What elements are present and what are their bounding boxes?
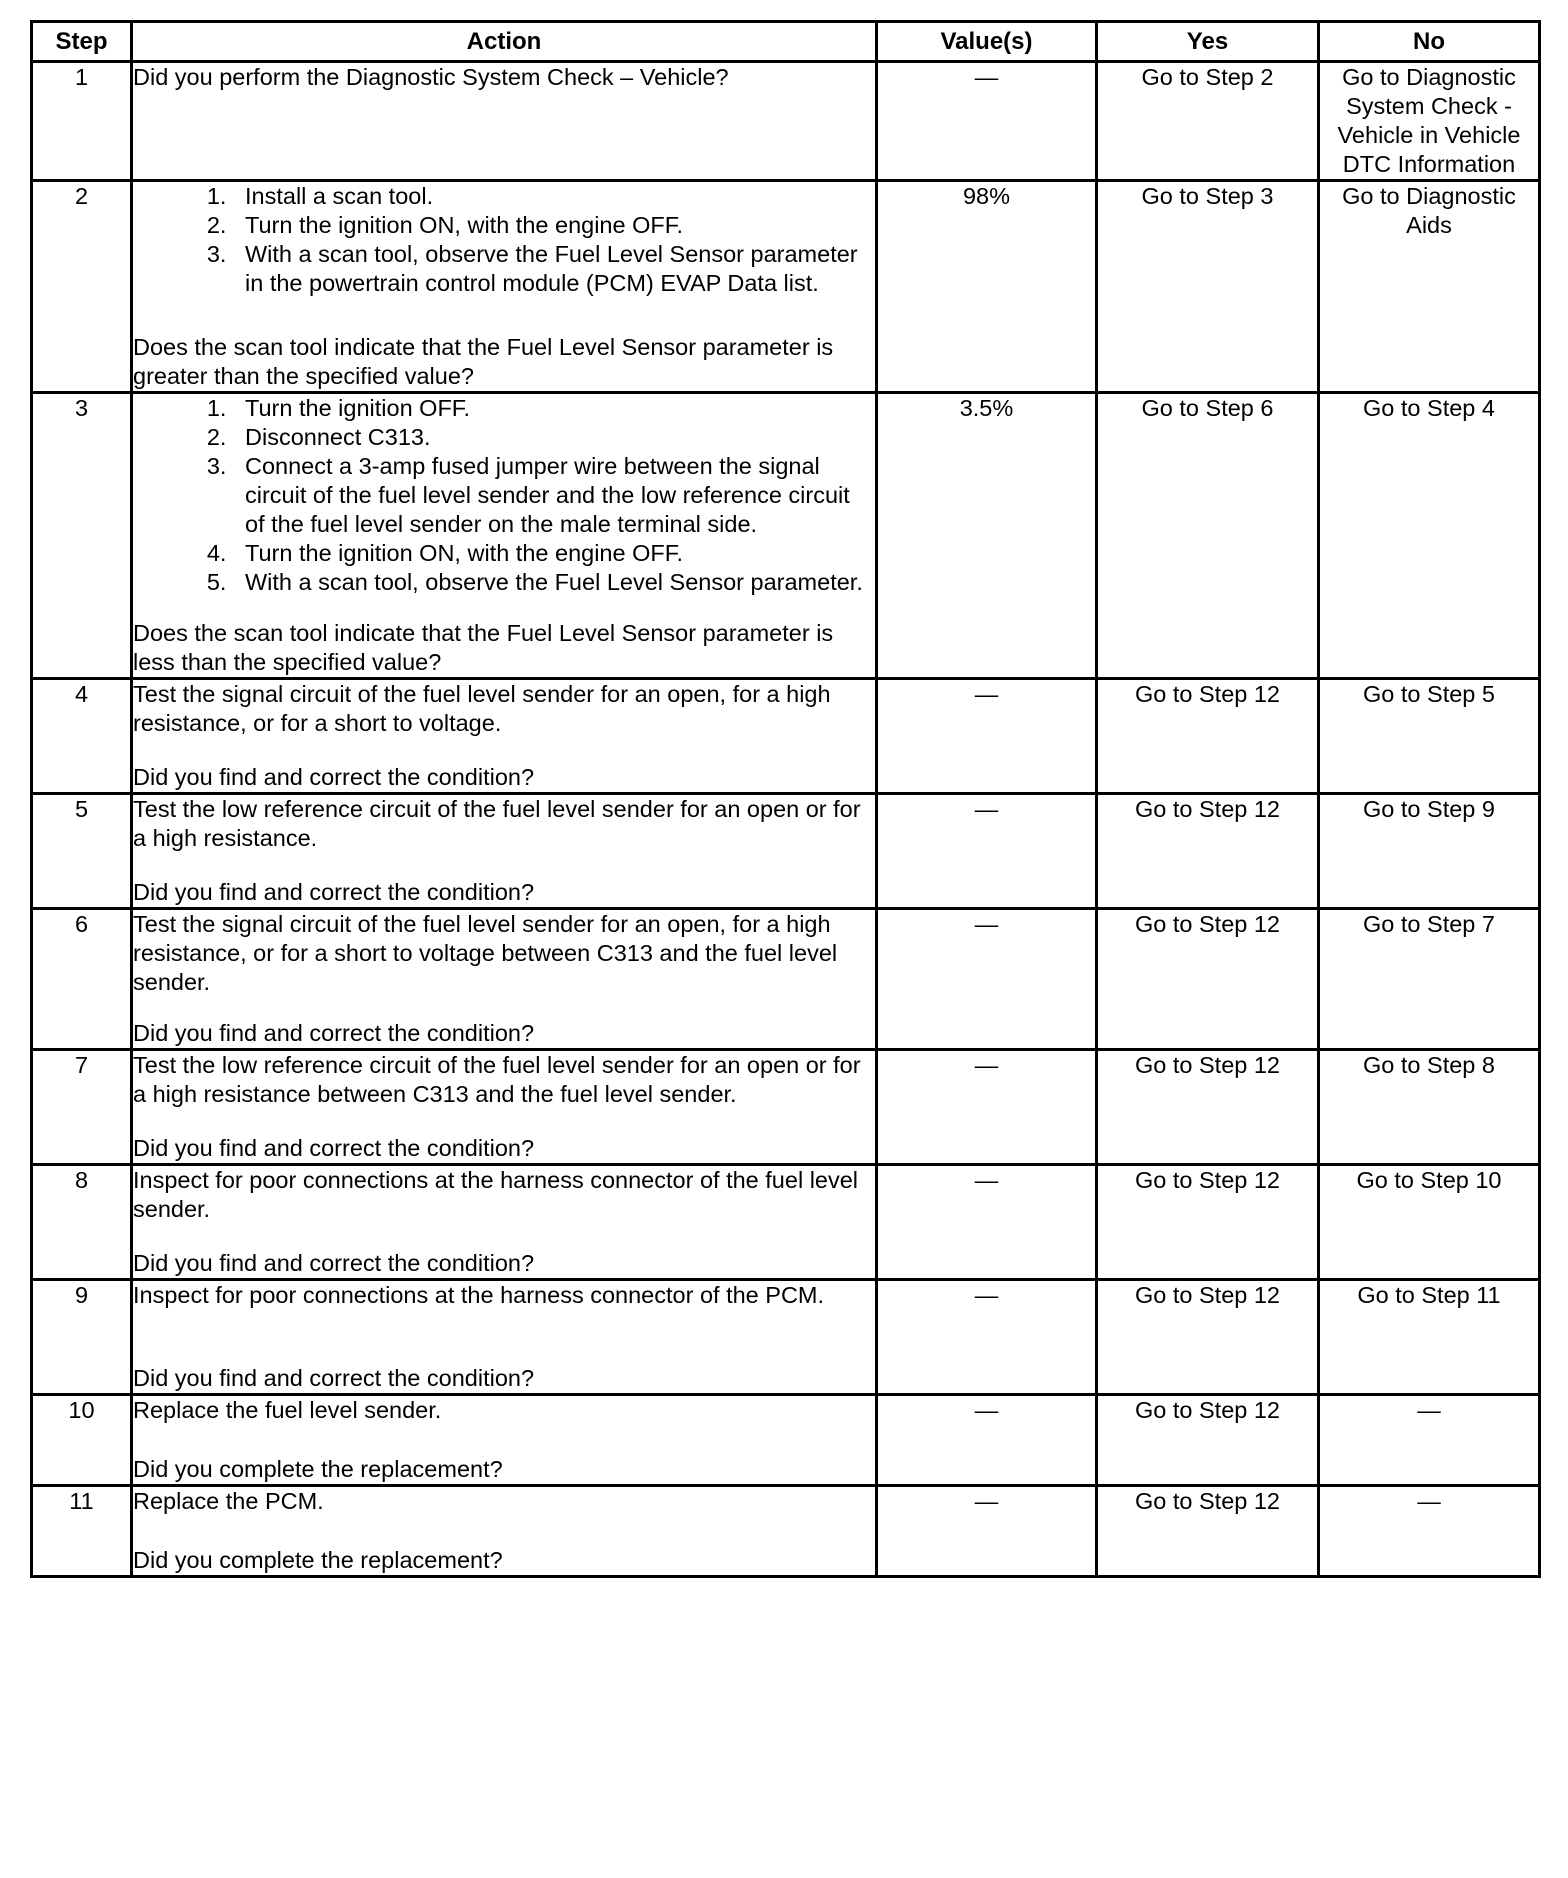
value-cell: —: [877, 1280, 1097, 1395]
action-question: Did you find and correct the condition?: [133, 1365, 535, 1391]
no-cell: Go to Step 10: [1319, 1165, 1540, 1280]
action-text: Test the low reference circuit of the fuel level sender for an open or for a high resistance.: [133, 796, 861, 851]
table-body: [32, 62, 1540, 1577]
step-number: 8: [32, 1165, 132, 1280]
action-question: Does the scan tool indicate that the Fuel Level Sensor parameter is greater than the specified value?: [133, 334, 834, 389]
yes-cell: Go to Step 3: [1097, 181, 1319, 393]
step-number: 7: [32, 1050, 132, 1165]
table-row: [32, 1486, 1540, 1577]
yes-cell: Go to Step 12: [1097, 794, 1319, 909]
table-row: [32, 909, 1540, 1050]
step-number: 1: [32, 62, 132, 181]
yes-cell: Go to Step 12: [1097, 1280, 1319, 1395]
action-content: [133, 680, 875, 792]
action-cell: [132, 181, 877, 393]
action-cell: [132, 393, 877, 679]
action-question: Did you find and correct the condition?: [133, 764, 535, 790]
table-row: [32, 794, 1540, 909]
table-row: [32, 1280, 1540, 1395]
step-number: 10: [32, 1395, 132, 1486]
table-row: [32, 1165, 1540, 1280]
action-content: [133, 394, 875, 677]
value-cell: —: [877, 909, 1097, 1050]
header-step: Step: [32, 22, 132, 62]
action-cell: [132, 1050, 877, 1165]
yes-cell: Go to Step 2: [1097, 62, 1319, 181]
step-number: 3: [32, 393, 132, 679]
no-cell: Go to Diagnostic System Check - Vehicle in Vehicle DTC Information: [1319, 62, 1540, 181]
action-cell: [132, 1395, 877, 1486]
value-cell: —: [877, 1050, 1097, 1165]
action-content: [133, 63, 875, 179]
instruction-item: 2. Disconnect C313.: [233, 423, 875, 452]
instruction-list: [133, 394, 875, 597]
instruction-item: 3. With a scan tool, observe the Fuel Level Sensor parameter in the powertrain control module (PCM) EVAP Data list.: [233, 240, 875, 298]
table-row: [32, 1050, 1540, 1165]
no-cell: Go to Step 7: [1319, 909, 1540, 1050]
instruction-item: 5. With a scan tool, observe the Fuel Level Sensor parameter.: [233, 568, 875, 597]
no-cell: Go to Step 4: [1319, 393, 1540, 679]
action-text: Replace the PCM.: [133, 1488, 324, 1514]
instruction-item: 2. Turn the ignition ON, with the engine OFF.: [233, 211, 875, 240]
action-text: Inspect for poor connections at the harness connector of the PCM.: [133, 1282, 825, 1308]
action-content: [133, 1396, 875, 1484]
header-values: Value(s): [877, 22, 1097, 62]
instruction-item: 1. Turn the ignition OFF.: [233, 394, 875, 423]
yes-cell: Go to Step 12: [1097, 1486, 1319, 1577]
header-action: Action: [132, 22, 877, 62]
header-row: [32, 22, 1540, 62]
header-yes: Yes: [1097, 22, 1319, 62]
value-cell: —: [877, 1486, 1097, 1577]
diagnostic-table: [30, 20, 1541, 1578]
action-cell: [132, 1486, 877, 1577]
action-text: Did you perform the Diagnostic System Check – Vehicle?: [133, 64, 729, 90]
action-content: [133, 1487, 875, 1575]
no-cell: Go to Step 8: [1319, 1050, 1540, 1165]
step-number: 11: [32, 1486, 132, 1577]
action-cell: [132, 909, 877, 1050]
no-cell: Go to Step 11: [1319, 1280, 1540, 1395]
table-row: [32, 62, 1540, 181]
action-question: Did you find and correct the condition?: [133, 1135, 535, 1161]
action-cell: [132, 62, 877, 181]
action-question: Did you complete the replacement?: [133, 1547, 503, 1573]
action-text: Test the signal circuit of the fuel level sender for an open, for a high resistance, or for a short to voltage between C313 and the fuel level sender.: [133, 911, 838, 995]
action-cell: [132, 1165, 877, 1280]
yes-cell: Go to Step 12: [1097, 1165, 1319, 1280]
step-number: 6: [32, 909, 132, 1050]
table-row: [32, 181, 1540, 393]
instruction-list: [133, 182, 875, 298]
action-text: Test the signal circuit of the fuel level sender for an open, for a high resistance, or for a short to voltage.: [133, 681, 831, 736]
value-cell: 98%: [877, 181, 1097, 393]
table-row: [32, 393, 1540, 679]
value-cell: —: [877, 1395, 1097, 1486]
instruction-item: 4. Turn the ignition ON, with the engine OFF.: [233, 539, 875, 568]
table-row: [32, 1395, 1540, 1486]
no-cell: —: [1319, 1486, 1540, 1577]
step-number: 4: [32, 679, 132, 794]
instruction-item: 1. Install a scan tool.: [233, 182, 875, 211]
header-no: No: [1319, 22, 1540, 62]
step-number: 2: [32, 181, 132, 393]
table-row: [32, 679, 1540, 794]
yes-cell: Go to Step 6: [1097, 393, 1319, 679]
action-question: Did you find and correct the condition?: [133, 879, 535, 905]
action-cell: [132, 679, 877, 794]
no-cell: Go to Diagnostic Aids: [1319, 181, 1540, 393]
yes-cell: Go to Step 12: [1097, 909, 1319, 1050]
action-text: Replace the fuel level sender.: [133, 1397, 442, 1423]
action-question: Did you find and correct the condition?: [133, 1250, 535, 1276]
action-text: Inspect for poor connections at the harness connector of the fuel level sender.: [133, 1167, 859, 1222]
yes-cell: Go to Step 12: [1097, 1050, 1319, 1165]
no-cell: —: [1319, 1395, 1540, 1486]
action-content: [133, 182, 875, 391]
action-content: [133, 1281, 875, 1393]
action-question: Did you find and correct the condition?: [133, 1020, 535, 1046]
step-number: 5: [32, 794, 132, 909]
step-number: 9: [32, 1280, 132, 1395]
yes-cell: Go to Step 12: [1097, 679, 1319, 794]
action-content: [133, 1166, 875, 1278]
action-cell: [132, 1280, 877, 1395]
no-cell: Go to Step 5: [1319, 679, 1540, 794]
value-cell: —: [877, 62, 1097, 181]
value-cell: —: [877, 794, 1097, 909]
value-cell: —: [877, 1165, 1097, 1280]
action-content: [133, 910, 875, 1048]
action-cell: [132, 794, 877, 909]
action-content: [133, 1051, 875, 1163]
instruction-item: 3. Connect a 3-amp fused jumper wire between the signal circuit of the fuel level sender and the low reference circuit of the fuel level sender on the male terminal side.: [233, 452, 875, 539]
no-cell: Go to Step 9: [1319, 794, 1540, 909]
yes-cell: Go to Step 12: [1097, 1395, 1319, 1486]
value-cell: —: [877, 679, 1097, 794]
value-cell: 3.5%: [877, 393, 1097, 679]
action-content: [133, 795, 875, 907]
action-text: Test the low reference circuit of the fuel level sender for an open or for a high resistance between C313 and the fuel level sender.: [133, 1052, 861, 1107]
action-question: Does the scan tool indicate that the Fuel Level Sensor parameter is less than the specified value?: [133, 620, 834, 675]
action-question: Did you complete the replacement?: [133, 1456, 503, 1482]
